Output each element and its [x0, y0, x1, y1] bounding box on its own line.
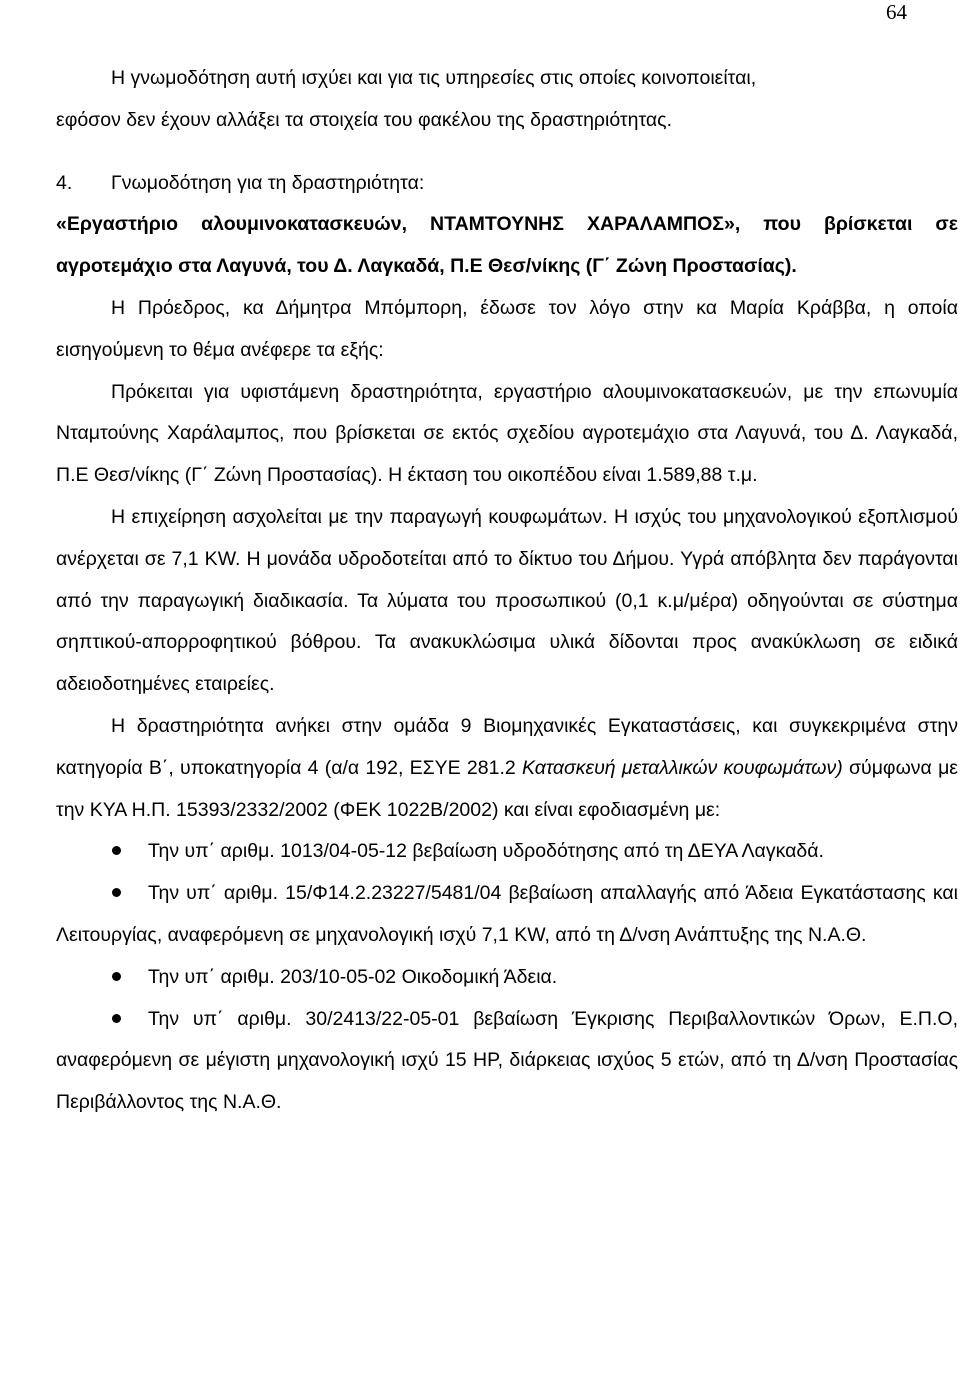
bullet-dot-icon [112, 888, 121, 897]
bullet-item [56, 957, 958, 999]
paragraph-4-italic: Κατασκευή μεταλλικών κουφωμάτων) [521, 756, 843, 779]
paragraph-4-part-b: σύμφωνα με την ΚΥΑ Η.Π. 15393/2332/2002 (ΦΕΚ 1022Β/2002) και είναι εφοδιασμένη με: [56, 756, 959, 821]
paragraph-4-part-a: Η δραστηριότητα ανήκει στην ομάδα 9 Βιομηχανικές Εγκαταστάσεις, και συγκεκριμένα στην κατηγορία Β΄, υποκατηγορία 4 (α/α 192, ΕΣΥΕ 281.2 [56, 714, 958, 779]
bullet-item [56, 873, 958, 957]
document-body [56, 58, 958, 1124]
intro-line-1: Η γνωμοδότηση αυτή ισχύει και για τις υπηρεσίες στις οποίες κοινοποιείται, [111, 67, 757, 89]
intro-line-2: εφόσον δεν έχουν αλλάξει τα στοιχεία του φακέλου της δραστηριότητας. [56, 108, 672, 131]
paragraph-2: Πρόκειται για υφιστάμενη δραστηριότητα, εργαστήριο αλουμινοκατασκευών, με την επωνυμία Νταμτούνης Χαράλαμπος, που βρίσκεται σε εκτός σχεδίου αγροτεμάχιο στα Λαγυνά, του Δ. Λαγκαδά, Π.Ε Θεσ/νίκης (Γ΄ Ζώνη Προστασίας). Η έκταση του οικοπέδου είναι 1.589,88 τ.μ. [56, 380, 958, 487]
bullet-text: Την υπ΄ αριθμ. 1013/04-05-12 βεβαίωση υδροδότησης από τη ΔΕΥΑ Λαγκαδά. [148, 840, 824, 863]
section-number: 4. [56, 171, 73, 194]
bullet-item [56, 999, 958, 1124]
section-heading [56, 163, 958, 205]
bullet-dot-icon [112, 972, 121, 981]
page-number: 64 [886, 0, 907, 24]
bullet-text: Την υπ΄ αριθμ. 203/10-05-02 Οικοδομική Άδεια. [148, 965, 558, 988]
bullet-dot-icon [112, 846, 121, 855]
paragraph-3: Η επιχείρηση ασχολείται με την παραγωγή κουφωμάτων. Η ισχύς του μηχανολογικού εξοπλισμού ανέρχεται σε 7,1 KW. Η μονάδα υδροδοτείται από το δίκτυο του Δήμου. Υγρά απόβλητα δεν παράγονται από την παραγωγική διαδικασία. Τα λύματα του προσωπικού (0,1 κ.μ/μέρα) οδηγούνται σε σύστημα σηπτικού-απορροφητικού βόθρου. Τα ανακυκλώσιμα υλικά δίδονται προς ανακύκλωση σε ειδικά αδειοδοτημένες εταιρείες. [56, 505, 958, 696]
paragraph-4 [56, 706, 958, 831]
bullet-text: Την υπ΄ αριθμ. 15/Φ14.2.23227/5481/04 βεβαίωση απαλλαγής από Άδεια Εγκατάστασης και Λειτουργίας, αναφερόμενη σε μηχανολογική ισχύ 7,1 KW, από τη Δ/νση Ανάπτυξης της Ν.Α.Θ. [56, 882, 958, 946]
section-title: «Εργαστήριο αλουμινοκατασκευών, ΝΤΑΜΤΟΥΝΗΣ ΧΑΡΑΛΑΜΠΟΣ», που βρίσκεται σε αγροτεμάχιο στα Λαγυνά, του Δ. Λαγκαδά, Π.Ε Θεσ/νίκης (Γ΄ Ζώνη Προστασίας). [56, 213, 958, 278]
bullet-dot-icon [112, 1014, 121, 1023]
section-title-line1: Γνωμοδότηση για τη δραστηριότητα: [111, 171, 425, 194]
bullet-text: Την υπ΄ αριθμ. 30/2413/22-05-01 βεβαίωση Έγκρισης Περιβαλλοντικών Όρων, Ε.Π.Ο, αναφερόμενη σε μέγιστη μηχανολογική ισχύ 15 HP, διάρκειας ισχύος 5 ετών, από τη Δ/νση Προστασίας Περιβάλλοντος της Ν.Α.Θ. [56, 1007, 958, 1114]
bullet-item [56, 831, 958, 873]
paragraph-1: Η Πρόεδρος, κα Δήμητρα Μπόμπορη, έδωσε τον λόγο στην κα Μαρία Κράββα, η οποία εισηγούμενη το θέμα ανέφερε τα εξής: [56, 296, 958, 361]
